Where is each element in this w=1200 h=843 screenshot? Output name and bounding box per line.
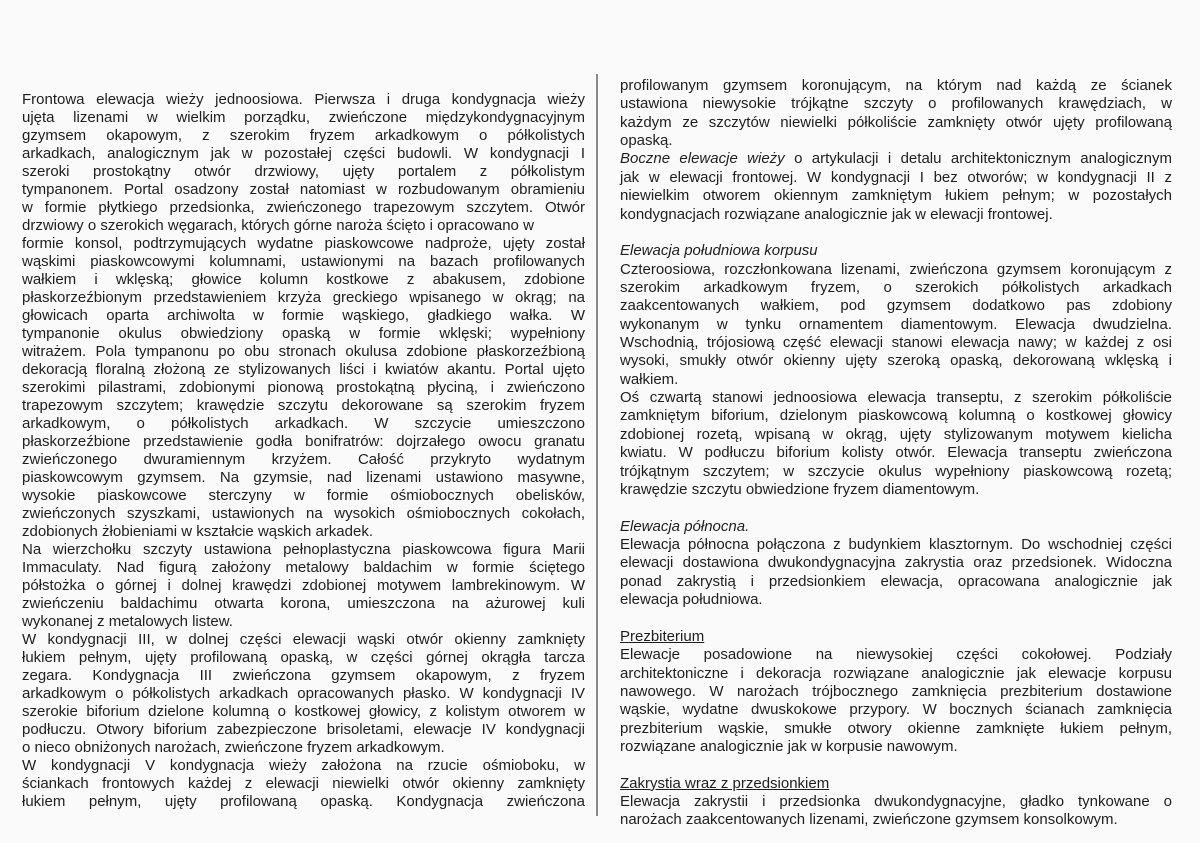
text-line: półstożka o górnej i dolnej krawędzi zdobionej motywem lambrekinowym. W	[22, 577, 585, 594]
text-line: arkadkowym, o półkolistych arkadkach. W szczycie umieszczono	[22, 415, 585, 432]
text-line: piaskowcowym gzymsem. Na gzymsie, nad lizenami ustawiono masywne,	[22, 469, 585, 486]
text-line: zdobionej rozetą, wpisaną w okrąg, ujęty stylizowanym motywem kielicha	[620, 425, 1172, 443]
text-line: płaskorzeźbione przedstawienie godła bonifratrów: dojrzałego owocu granatu	[22, 433, 585, 450]
text-line: szerokim arkadkowym fryzem, o szerokich półkolistych arkadkach	[620, 278, 1172, 296]
text-line: głowicach oparta archiwolta w formie wąskiego, gładkiego wałka. W	[22, 307, 585, 324]
text-line: zegara. Kondygnacja III zwieńczona gzymsem okapowym, z fryzem	[22, 667, 585, 684]
text-line: architektoniczne i dekoracja rozwiązane analogicznie jak elewacje korpusu	[620, 664, 1172, 682]
text-line: arkadkach, analogicznym jak w pozostałej części budowli. W kondygnacji I	[22, 145, 585, 162]
text-line: zdobionych żłobieniami w kształcie wąskich arkadek.	[22, 523, 373, 540]
right-text-column	[620, 77, 1172, 830]
text-line: łukiem pełnym, ujęty profilowaną opaską, w części górnej okrągła tarcza	[22, 649, 585, 666]
text-line: ściankach frontowych każdej z elewacji niewielki otwór okienny zamknięty	[22, 775, 585, 792]
text-line: szeroki prostokątny otwór drzwiowy, ujęty portalem z półkolistym	[22, 163, 585, 180]
text-line: witrażem. Pola tympanonu po obu stronach okulusa zdobione płaskorzeźbioną	[22, 343, 585, 360]
text-line: zwieńczeniu baldachimu otwarta korona, umieszczona na ażurowej kuli	[22, 595, 585, 612]
text-line: krawędzie szczytu obwiedzione fryzem diamentowym.	[620, 480, 980, 498]
text-line: wykonanej z metalowych listew.	[22, 613, 233, 630]
text-line: wałkiem.	[620, 370, 679, 388]
text-line: trójkątnym szczytem; w szczycie okulus wypełniony piaskowcową rozetą;	[620, 462, 1172, 480]
text-line: Czteroosiowa, rozczłonkowana lizenami, zwieńczona gzymsem koronującym z	[620, 260, 1172, 278]
text-line: wysokie piaskowcowe sterczyny w formie ośmiobocznych obelisków,	[22, 487, 585, 504]
text-line: tympanonie okulus obwiedziony opaską w formie wklęski; wypełniony	[22, 325, 585, 342]
text-line: W kondygnacji V kondygnacja wieży założona na rzucie ośmioboku, w	[22, 757, 585, 774]
blank-line	[620, 499, 1172, 517]
text-line: Elewacja północna połączona z budynkiem klasztornym. Do wschodniej części	[620, 535, 1172, 553]
text-line: wałkiem i wklęską; głowice kolumn kostkowe z abakusem, zdobione	[22, 271, 585, 288]
text-line: Elewacja zakrystii i przedsionka dwukondygnacyjne, gładko tynkowane o	[620, 793, 1172, 811]
text-line: opaską.	[620, 132, 673, 150]
text-line: szerokie biforium dzielone kolumną o kostkowej głowicy, z kolistym otworem w	[22, 703, 585, 720]
text-line: tympanonem. Portal osadzony został natomiast w rozbudowanym obramieniu	[22, 181, 585, 198]
text-line: Immaculaty. Nad figurą założony metalowy baldachim w formie ściętego	[22, 559, 585, 576]
text-line: profilowanym gzymsem koronującym, na którym nad każdą ze ścianek	[620, 77, 1172, 94]
section-heading-text: Zakrystia wraz z przedsionkiem	[620, 774, 830, 792]
text-line: rozwiązane analogicznie jak w korpusie nawowym.	[620, 737, 958, 755]
section-heading	[620, 242, 1172, 260]
text-line: ponad zakrystią i przedsionkiem elewacja, opracowana analogicznie jak	[620, 572, 1172, 590]
text-line: elewacji dostawiona dwukondygnacyjna zakrystia oraz przedsionek. Widoczna	[620, 554, 1172, 572]
text-line: wąskie, wydatne dwuskokowe przypory. W bocznych ścianach zamknięcia	[620, 701, 1172, 719]
text-line: Elewacje posadowione na niewysokiej części cokołowej. Podziały	[620, 646, 1172, 664]
text-line: płaskorzeźbionym przedstawieniem krzyża greckiego wpisanego w okrąg; na	[22, 289, 585, 306]
column-divider	[596, 74, 598, 816]
text-line: formie konsol, podtrzymujących wydatne piaskowcowe nadproże, ujęty został	[22, 235, 585, 252]
text-line: kwiatu. W podłuczu biforium kolisty otwór. Elewacja transeptu zwieńczona	[620, 444, 1172, 462]
italic-lead: Boczne elewacje wieży	[620, 150, 785, 168]
text-line: Frontowa elewacja wieży jednoosiowa. Pierwsza i druga kondygnacja wieży	[22, 91, 585, 108]
blank-line	[620, 756, 1172, 774]
text-line	[620, 150, 1172, 168]
text-line: szerokimi pilastrami, zdobionymi pionową prostokątną płyciną, i zwieńczono	[22, 379, 585, 396]
text-line: arkadkowym o półkolistych arkadkach opracowanych płasko. W kondygnacji IV	[22, 685, 585, 702]
text-line: wykonanym w tynku ornamentem diamentowym. Elewacja dwudzielna.	[620, 315, 1172, 333]
text-line: w formie płytkiego przedsionka, zwieńczonego trapezowym szczytem. Otwór	[22, 199, 585, 216]
section-heading-text: Elewacja południowa korpusu	[620, 242, 818, 260]
text-line: zaakcentowanych wałkiem, pod gzymsem dodatkowo pas zdobiony	[620, 297, 1172, 315]
blank-line	[620, 224, 1172, 242]
text-line: każdym ze szczytów niewielki półkoliście zamknięty otwór ujęty profilowaną	[620, 113, 1172, 131]
text-line: ustawiona niewysokie trójkątne szczyty o profilowanych krawędziach, w	[620, 95, 1172, 113]
text-line: trapezowym szczytem; krawędzie szczytu dekorowane są szerokim fryzem	[22, 397, 585, 414]
text-line: W kondygnacji III, w dolnej części elewacji wąski otwór okienny zamknięty	[22, 631, 585, 648]
text-line: podłuczu. Otwory biforium zabezpieczone brisoletami, elewacje IV kondygnacji	[22, 721, 585, 738]
section-heading-text: Elewacja północna.	[620, 517, 750, 535]
text-line: niewielkim otworem okiennym zamkniętym łukiem pełnym; w pozostałych	[620, 187, 1172, 205]
text-line: zwieńczonego dwuramiennym krzyżem. Całość przykryto wydatnym	[22, 451, 585, 468]
text-line: dekoracją floralną złożoną ze stylizowanych liści i kwiatów akantu. Portal ujęto	[22, 361, 585, 378]
text-line: kondygnacjach rozwiązane analogicznie jak w elewacji frontowej.	[620, 205, 1053, 223]
text-line: elewacja południowa.	[620, 591, 763, 609]
text-line: zamkniętym biforium, dzielonym piaskowcową kolumną o kostkowej głowicy	[620, 407, 1172, 425]
text-line: wysoki, smukły otwór okienny ujęty szeroką opaską, dekorowaną wklęską i	[620, 352, 1172, 370]
text-line: narożach zaakcentowanych lizenami, zwieńczone gzymsem konsolkowym.	[620, 811, 1118, 829]
text-line: jak w elewacji frontowej. W kondygnacji I bez otworów; w kondygnacji II z	[620, 168, 1172, 186]
text-line: prezbiterium wąskie, smukłe otwory okienne zamknięte łukiem pełnym,	[620, 719, 1172, 737]
line-text: o artykulacji i detalu architektonicznym analogicznym	[784, 150, 1172, 168]
text-line: Oś czwartą stanowi jednoosiowa elewacja transeptu, z szerokim półkoliście	[620, 389, 1172, 407]
text-line: Na wierzchołku szczyty ustawiona pełnoplastyczna piaskowcowa figura Marii	[22, 541, 585, 558]
blank-line	[620, 609, 1172, 627]
section-heading	[620, 518, 1172, 536]
section-heading	[620, 628, 1172, 646]
section-heading	[620, 775, 1172, 793]
text-line: zwieńczonych szyszkami, ustawionych na wysokich ośmiobocznych cokołach,	[22, 505, 585, 522]
text-line: o nieco obniżonych narożach, zwieńczone fryzem arkadkowym.	[22, 739, 445, 756]
text-line: Wschodnią, trójosiową część elewacji stanowi elewacja nawy; w każdej z osi	[620, 334, 1172, 352]
text-line: ujęta lizenami w wielkim porządku, zwieńczone międzykondygnacyjnym	[22, 109, 585, 126]
section-heading-text: Prezbiterium	[620, 627, 705, 645]
left-text-column	[22, 91, 585, 811]
text-line: nawowego. W narożach trójbocznego zamknięcia prezbiterium dostawione	[620, 682, 1172, 700]
text-line: drzwiowy o szerokich węgarach, których górne naroża ścięto i opracowano w	[22, 217, 534, 234]
text-line: gzymsem okapowym, z szerokim fryzem arkadkowym o półkolistych	[22, 127, 585, 144]
text-line: łukiem pełnym, ujęty profilowaną opaską. Kondygnacja zwieńczona	[22, 793, 585, 810]
text-line: wąskimi piaskowcowymi kolumnami, ustawionymi na bazach profilowanych	[22, 253, 585, 270]
